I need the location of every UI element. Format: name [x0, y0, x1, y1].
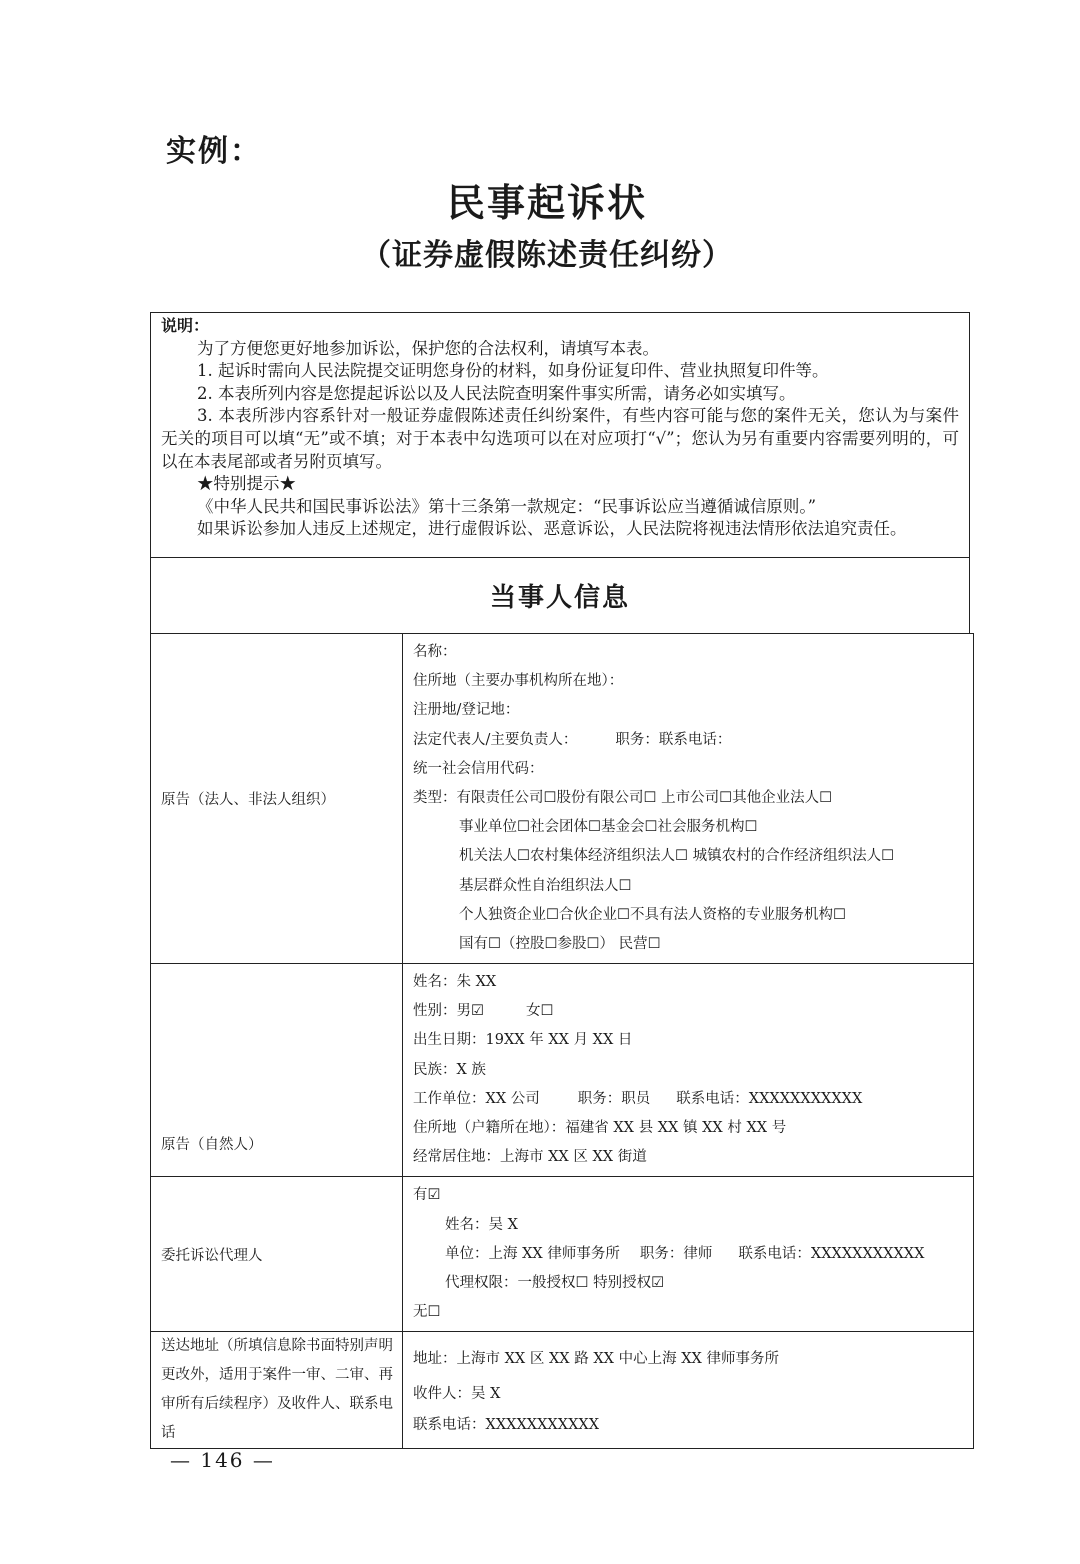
- org-type-line-2: 事业单位☐社会团体☐基金会☐社会服务机构☐: [459, 819, 758, 836]
- person-name-field: 姓名：朱 XX: [413, 974, 497, 991]
- service-phone-field: 联系电话：XXXXXXXXXXX: [413, 1416, 600, 1433]
- org-name-field: 名称：: [413, 644, 457, 660]
- gender-female-option: 女☐: [526, 1003, 554, 1020]
- instructions-item-1: 1. 起诉时需向人民法院提交证明您身份的材料，如身份证复印件、营业执照复印件等。: [197, 361, 829, 381]
- org-registry-field: 注册地/登记地：: [413, 702, 520, 719]
- org-type-line-6: 国有☐（控股☐参股☐） 民营☐: [459, 935, 661, 952]
- person-employer-line: [413, 1085, 965, 1114]
- special-notice-heading: ★特别提示★: [197, 474, 296, 494]
- page-number: — 146 —: [170, 1448, 275, 1472]
- org-type-line-1: 类型：有限责任公司☐股份有限公司☐ 上市公司☐其他企业法人☐: [413, 789, 833, 806]
- agent-unit-field: 单位：上海 XX 律师事务所: [445, 1245, 620, 1262]
- instructions-box: [150, 312, 970, 558]
- instructions-item-3: 3. 本表所涉内容系针对一般证券虚假陈述责任纠纷案件，有些内容可能与您的案件无关，您认为与案件无关的项目可以填“无”或不填；对于本表中勾选项可以在对应项打“√”；您认为另有重要内容需要列明的，可以在本表尾部或者另附页填写。: [161, 406, 959, 471]
- service-row: [151, 1332, 974, 1449]
- person-position-field: 职务：职员: [577, 1090, 651, 1107]
- plaintiff-org-row: [151, 634, 974, 964]
- person-phone-field: 联系电话：XXXXXXXXXXX: [676, 1090, 863, 1107]
- instructions-item-2: 2. 本表所列内容是您提起诉讼以及人民法院查明案件事实所需，请务必如实填写。: [197, 383, 796, 403]
- person-birth-field: 出生日期：19XX 年 XX 月 XX 日: [413, 1032, 633, 1049]
- agent-none-option: 无☐: [413, 1304, 441, 1321]
- agent-fields: [403, 1177, 974, 1332]
- org-type-line-4: 基层群众性自治组织法人☐: [459, 877, 632, 894]
- service-recipient-field: 收件人：吴 X: [413, 1385, 501, 1402]
- agent-name-field: 姓名：吴 X: [445, 1216, 518, 1233]
- agent-position-field: 职务：律师: [639, 1245, 713, 1262]
- plaintiff-org-fields: [403, 634, 974, 964]
- org-rep-field: 法定代表人/主要负责人：: [413, 731, 578, 748]
- section-title: 当事人信息: [150, 558, 970, 634]
- org-credit-code-field: 统一社会信用代码：: [413, 760, 544, 777]
- plaintiff-person-row: [151, 964, 974, 1177]
- agent-has-option: 有☑: [413, 1187, 441, 1204]
- person-residence-field: 住所地（户籍所在地）：福建省 XX 县 XX 镇 XX 村 XX 号: [413, 1120, 787, 1136]
- org-rep-line: [413, 726, 965, 755]
- plaintiff-org-label: 原告（法人、非法人组织）: [151, 634, 403, 964]
- org-type-line-3: 机关法人☐农村集体经济组织法人☐ 城镇农村的合作经济组织法人☐: [459, 848, 895, 865]
- example-label: 实例：: [166, 134, 262, 169]
- document-title: 民事起诉状: [446, 181, 647, 225]
- org-address-field: 住所地（主要办事机构所在地）：: [413, 673, 624, 690]
- plaintiff-person-fields: [403, 964, 974, 1177]
- party-info-table: [150, 633, 974, 1449]
- plaintiff-person-label: 原告（自然人）: [151, 964, 403, 1177]
- service-label: 送达地址（所填信息除书面特别声明更改外，适用于案件一审、二审、再审所有后续程序）及收件人、联系电话: [151, 1332, 403, 1449]
- instructions-heading: 说明：: [161, 316, 210, 335]
- special-notice-2: 如果诉讼参加人违反上述规定，进行虚假诉讼、恶意诉讼，人民法院将视违法情形依法追究责任。: [197, 519, 907, 539]
- org-type-line-5: 个人独资企业☐合伙企业☐不具有法人资格的专业服务机构☐: [459, 906, 846, 923]
- agent-authority-field: 代理权限：一般授权☐ 特别授权☑: [445, 1274, 665, 1291]
- instructions-intro: 为了方便您更好地参加诉讼，保护您的合法权利，请填写本表。: [197, 338, 659, 358]
- gender-male-option: 性别：男☑: [413, 1003, 484, 1020]
- agent-unit-line: [413, 1240, 965, 1269]
- agent-phone-field: 联系电话：XXXXXXXXXXX: [738, 1245, 925, 1262]
- service-address-field: 地址：上海市 XX 区 XX 路 XX 中心上海 XX 律师事务所: [413, 1350, 779, 1367]
- person-gender-line: [413, 997, 965, 1026]
- agent-label: 委托诉讼代理人: [151, 1177, 403, 1332]
- document-subtitle: （证券虚假陈述责任纠纷）: [361, 238, 733, 273]
- person-employer-field: 工作单位：XX 公司: [413, 1090, 540, 1107]
- person-habitual-field: 经常居住地：上海市 XX 区 XX 街道: [413, 1149, 647, 1166]
- service-fields: [403, 1332, 974, 1449]
- org-position-field: 职务：联系电话：: [615, 731, 732, 748]
- person-ethnicity-field: 民族：X 族: [413, 1061, 486, 1078]
- special-notice-1: 《中华人民共和国民事诉讼法》第十三条第一款规定：“民事诉讼应当遵循诚信原则。”: [197, 496, 817, 516]
- agent-row: [151, 1177, 974, 1332]
